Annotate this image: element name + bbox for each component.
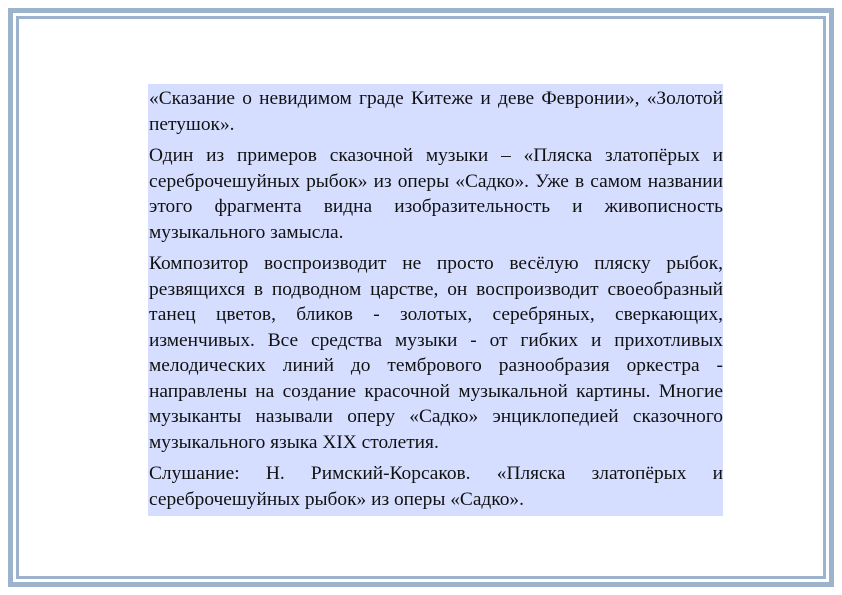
paragraph-composer-description: Композитор воспроизводит не просто весёлую пляску рыбок, резвящихся в подводном царстве, он воспроизводит своеобразный танец цветов, бликов - золотых, серебряных, сверкающих, изменчивых. Все средства музыки - от гибких и прихотливых мелодических линий до тембрового разнообразия оркестра - направлены на создание красочной музыкальной картины. Многие музыканты называли оперу «Садко» энциклопедией сказочного музыкального языка XIX столетия. <box>149 253 723 453</box>
paragraph-opera-titles: «Сказание о невидимом граде Китеже и деве Февронии», «Золотой петушок». <box>149 88 723 135</box>
slide-text-block <box>148 84 723 516</box>
paragraph-listening: Слушание: Н. Римский-Корсаков. «Пляска златопёрых и сереброчешуйных рыбок» из оперы «Садко». <box>149 463 723 510</box>
paragraph-fairy-music-example: Один из примеров сказочной музыки – «Пляска златопёрых и сереброчешуйных рыбок» из оперы «Садко». Уже в самом названии этого фрагмента видна изобразительность и живописность музыкального замысла. <box>149 145 723 243</box>
